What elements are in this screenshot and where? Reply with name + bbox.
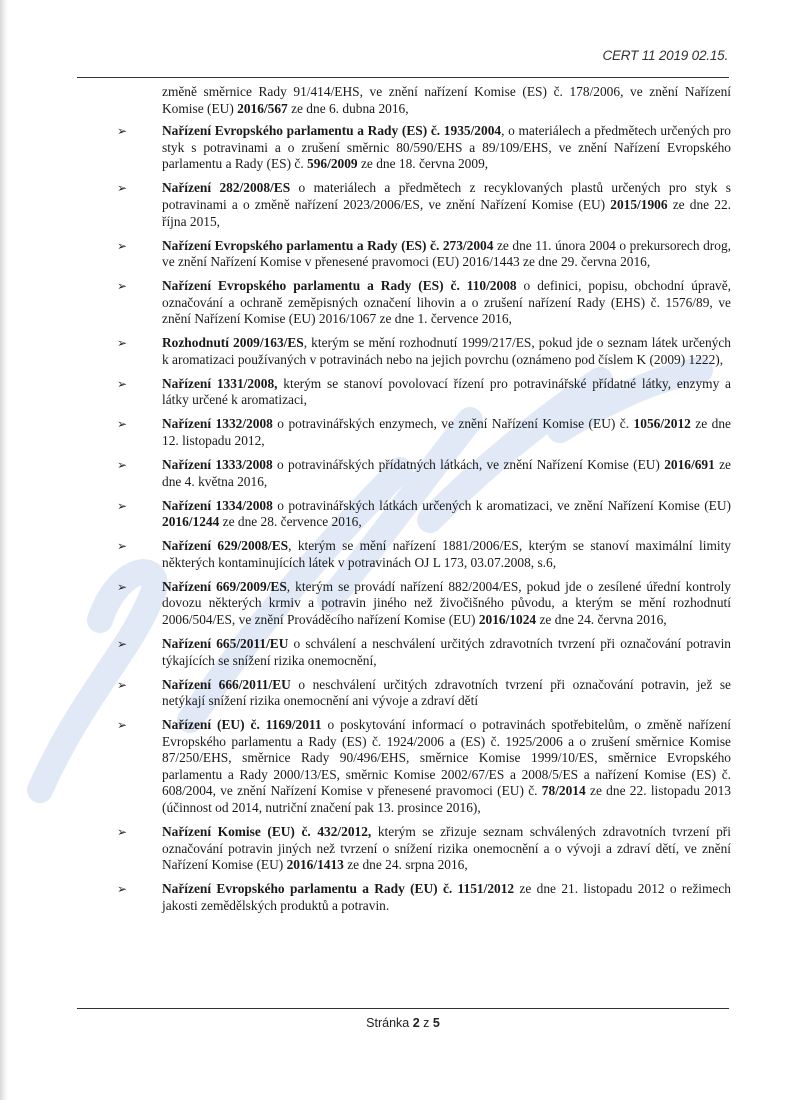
regulation-item (117, 824, 731, 874)
regulation-text: ze dne 24. srpna 2016, (343, 857, 468, 873)
regulation-reference: Nařízení 669/2009/ES (162, 578, 287, 594)
arrowhead-bullet-icon: ➢ (117, 539, 128, 554)
current-page: 2 (412, 1016, 420, 1030)
regulation-item (117, 457, 731, 490)
arrowhead-bullet-icon: ➢ (117, 181, 128, 196)
regulation-text: ze dne 24. června 2016, (536, 611, 667, 627)
regulations-list (117, 123, 731, 914)
regulation-text: ze dne 6. dubna 2016, (287, 100, 409, 116)
regulation-item (117, 180, 731, 230)
regulation-text: kterým se zřizuje seznam schválených zdravotních tvrzení při označování potravin jiných než tvrzení o snížení rizika onemocnění a o vývoji a zdraví dětí, ve znění Nařízení Komise (EU) (162, 824, 731, 873)
regulation-reference: 2016/691 (664, 457, 715, 473)
arrowhead-bullet-icon: ➢ (117, 238, 128, 253)
regulation-item (117, 881, 731, 914)
regulation-item (117, 238, 731, 271)
regulation-text: o potravinářských látkách určených k aromatizaci, ve znění Nařízení Komise (EU) (272, 497, 731, 513)
header-rule (77, 77, 729, 78)
regulation-reference: Nařízení Komise (EU) č. 432/2012, (162, 824, 372, 840)
page-label: Stránka (366, 1016, 410, 1030)
regulation-reference: 2016/1244 (162, 514, 220, 530)
regulation-item (117, 717, 731, 817)
arrowhead-bullet-icon: ➢ (117, 718, 128, 733)
regulation-item (117, 579, 731, 629)
regulation-text: ze dne 21. listopadu 2012 o režimech jakosti zemědělských produktů a potravin. (162, 881, 731, 913)
regulation-reference: Nařízení 1333/2008 (162, 457, 273, 473)
regulation-text: o poskytování informací o potravinách spotřebitelům, o změně nařízení Evropského parlamentu a Rady (ES) č. 1924/2006 a (ES) č. 1925/2006 a o zrušení směrnice Komise 87/250/EHS, směrnice Rady 90/496/EHS, směrnice Komise 1999/10/ES, směrnice Evropského parlamentu a Rady 2000/13/ES, směrnic Komise 2002/67/ES a 2008/5/ES a nařízení Komise (ES) č. 608/2004, ve znění Nařízení Komise v přenesené pravomoci (EU) č. (162, 717, 731, 799)
regulation-text: , kterým se mění rozhodnutí 1999/217/ES, pokud jde o seznam látek určených k aromatizaci používaných v potravinách nebo na jejich povrchu (oznámeno pod číslem K (2009) 1222), (162, 335, 731, 367)
arrowhead-bullet-icon: ➢ (117, 882, 128, 897)
regulation-reference: 78/2014 (541, 783, 586, 799)
scan-edge-shadow (0, 0, 8, 1100)
continued-paragraph (162, 84, 731, 117)
regulation-text: , o materiálech a předmětech určených pro styk s potravinami a o zrušení směrnic 80/590/EHS a 89/109/EHS, ve znění Nařízení Evropského parlamentu a Rady (ES) č. (162, 123, 731, 172)
regulation-reference: Nařízení 666/2011/EU (162, 676, 291, 692)
regulation-text: ze dne 4. května 2016, (162, 457, 731, 489)
regulation-reference: Nařízení 1331/2008, (162, 375, 278, 391)
footer-rule (77, 1008, 729, 1009)
arrowhead-bullet-icon: ➢ (117, 579, 128, 594)
regulation-text: ze dne 11. února 2004 o prekursorech drog, ve znění Nařízení Komise v přenesené pravomoci (EU) 2016/1443 ze dne 29. června 2016, (162, 237, 731, 270)
regulation-item (117, 416, 731, 449)
arrowhead-bullet-icon: ➢ (117, 636, 128, 651)
regulation-item (117, 677, 731, 710)
regulation-text: o potravinářských enzymech, ve znění Nařízení Komise (EU) č. (272, 416, 634, 432)
regulation-reference: Nařízení 665/2011/EU (162, 635, 289, 651)
arrowhead-bullet-icon: ➢ (117, 825, 128, 840)
regulation-reference: Nařízení (EU) č. 1169/2011 (162, 717, 322, 733)
regulation-item (117, 335, 731, 368)
regulation-reference: Nařízení 282/2008/ES (162, 180, 291, 196)
arrowhead-bullet-icon: ➢ (117, 498, 128, 513)
regulation-text: kterým se stanoví povolovací řízení pro potravinářské přídatné látky, enzymy a látky určené k aromatizaci, (162, 375, 731, 408)
arrowhead-bullet-icon: ➢ (117, 376, 128, 391)
regulation-reference: 1056/2012 (633, 416, 691, 432)
regulation-text: o schválení a neschválení určitých zdravotních tvrzení při označování potravin týkajících se snížení rizika onemocnění, (162, 635, 731, 668)
regulation-reference: 2016/567 (237, 100, 288, 116)
regulation-reference: Nařízení 1334/2008 (162, 497, 273, 513)
regulation-text: o neschválení určitých zdravotních tvrzení při označování potravin, jež se netýkají snížení rizika onemocnění ani vývoje a zdraví dětí (162, 676, 732, 709)
regulations-content (117, 84, 731, 922)
regulation-text: o definici, popisu, obchodní úpravě, označování a ochraně zeměpisných označení lihovin a o zrušení nařízení Rady (EHS) č. 1576/89, ve znění Nařízení Komise (EU) 2016/1067 ze dne 1. července 2016, (162, 278, 731, 327)
regulation-reference: Nařízení Evropského parlamentu a Rady (ES) č. 273/2004 (162, 237, 494, 253)
regulation-reference: Nařízení 629/2008/ES (162, 538, 289, 554)
arrowhead-bullet-icon: ➢ (117, 677, 128, 692)
arrowhead-bullet-icon: ➢ (117, 124, 128, 139)
regulation-item (117, 636, 731, 669)
page-separator: z (423, 1016, 430, 1030)
document-code: CERT 11 2019 02.15. (602, 48, 728, 63)
regulation-reference: Rozhodnutí 2009/163/ES (162, 335, 304, 351)
regulation-item (117, 123, 731, 173)
regulation-text: , kterým se mění nařízení 1881/2006/ES, kterým se stanoví maximální limity některých kontaminujících látek v potravinách OJ L 173, 03.07.2008, s.6, (162, 538, 731, 570)
arrowhead-bullet-icon: ➢ (117, 279, 128, 294)
regulation-text: ze dne 28. července 2016, (219, 514, 362, 530)
regulation-reference: Nařízení Evropského parlamentu a Rady (ES) č. 110/2008 (162, 278, 517, 294)
regulation-reference: 2016/1024 (478, 611, 537, 627)
regulation-reference: 596/2009 (307, 156, 358, 172)
regulation-text: ze dne 12. listopadu 2012, (162, 416, 731, 449)
regulation-item (117, 278, 731, 328)
total-pages: 5 (432, 1016, 440, 1030)
regulation-item (117, 376, 731, 409)
regulation-reference: Nařízení Evropského parlamentu a Rady (ES) č. 1935/2004 (162, 123, 502, 139)
regulation-item (117, 498, 731, 531)
arrowhead-bullet-icon: ➢ (117, 458, 128, 473)
regulation-text: o potravinářských přídatných látkách, ve znění Nařízení Komise (EU) (272, 457, 665, 473)
arrowhead-bullet-icon: ➢ (117, 417, 128, 432)
regulation-reference: Nařízení Evropského parlamentu a Rady (EU) č. 1151/2012 (162, 881, 515, 897)
regulation-text: , kterým se provádí nařízení 882/2004/ES, pokud jde o zesílené úřední kontroly dovozu některých krmiv a potravin jiného než živočišného původu, a kterým se mění rozhodnutí 2006/504/ES, ve znění Prováděcího nařízení Komise (EU) (162, 578, 731, 627)
regulation-text: o materiálech a předmětech z recyklovaných plastů určených pro styk s potravinami a o změně nařízení 2023/2006/ES, ve znění Nařízení Komise (EU) (162, 180, 731, 212)
regulation-reference: 2016/1413 (286, 857, 344, 873)
regulation-reference: Nařízení 1332/2008 (162, 416, 273, 432)
regulation-text: změně směrnice Rady 91/414/EHS, ve znění nařízení Komise (ES) č. 178/2006, ve znění Nařízení Komise (EU) (162, 84, 731, 116)
arrowhead-bullet-icon: ➢ (117, 336, 128, 351)
regulation-text: ze dne 18. června 2009, (357, 156, 489, 172)
regulation-text: ze dne 22. listopadu 2013 (účinnost od 2014, nutriční značení pak 13. prosince 2016), (162, 783, 731, 816)
regulation-reference: 2015/1906 (610, 196, 668, 212)
regulation-item (117, 538, 731, 571)
page-footer (77, 1016, 729, 1030)
regulation-text: ze dne 22. října 2015, (162, 196, 731, 229)
